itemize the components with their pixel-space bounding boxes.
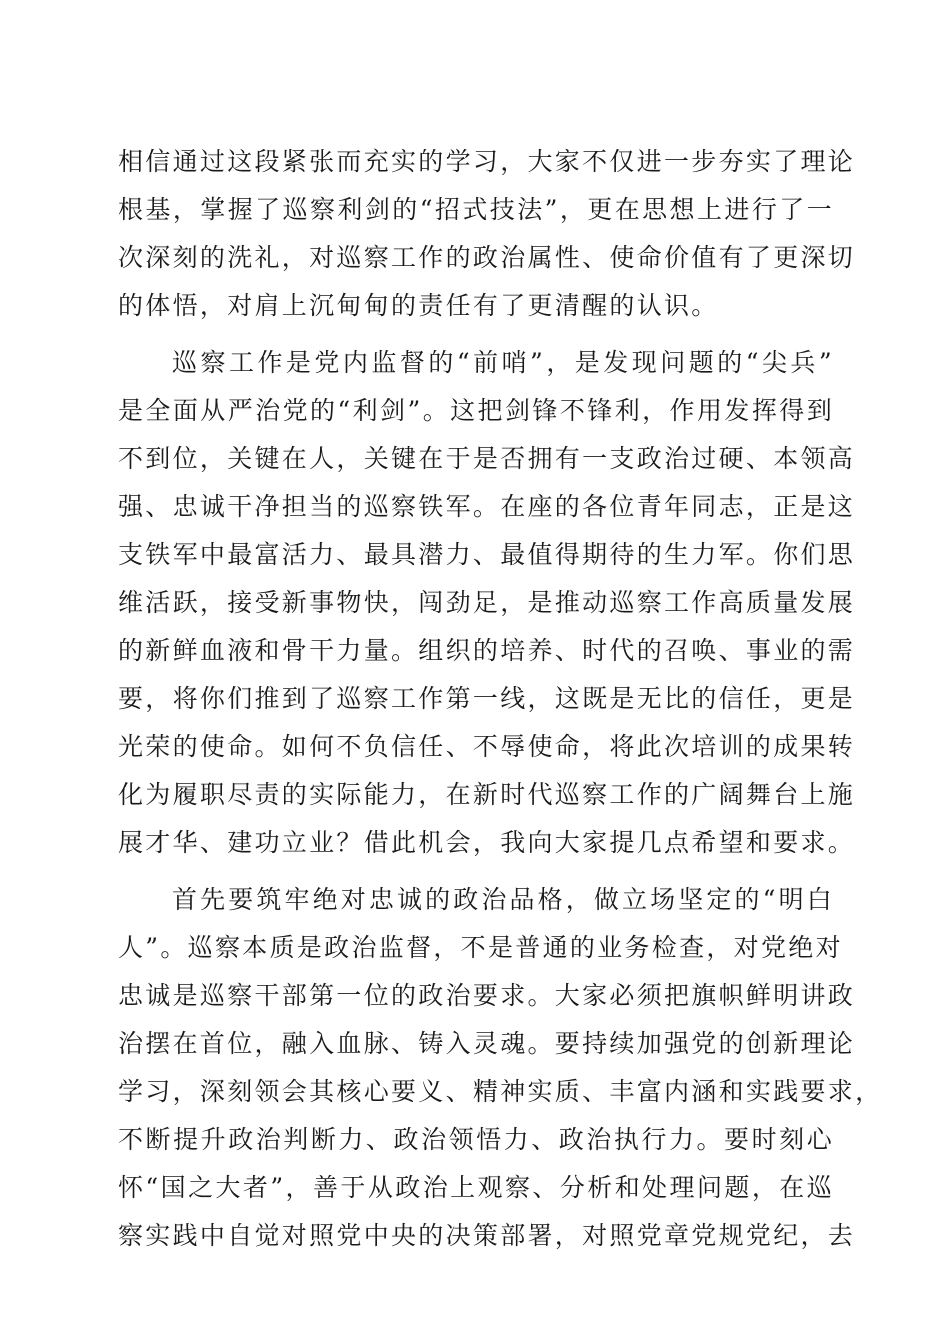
text-line: 是全面从严治党的“利剑”。这把剑锋不锋利，作用发挥得到 [118,396,834,425]
text-line: 怀“国之大者”，善于从政治上观察、分析和处理问题，在巡 [118,1173,834,1202]
paragraph-first-line: 首先要筑牢绝对忠诚的政治品格，做立场坚定的“明白 [172,885,834,914]
text-line: 光荣的使命。如何不负信任、不辱使命，将此次培训的成果转 [118,732,856,761]
text-line: 的新鲜血液和骨干力量。组织的培养、时代的召唤、事业的需 [118,636,856,665]
text-line: 学习，深刻领会其核心要义、精神实质、丰富内涵和实践要求， [118,1077,883,1106]
text-line: 要，将你们推到了巡察工作第一线，这既是无比的信任，更是 [118,684,856,713]
text-line: 展才华、建功立业？借此机会，我向大家提几点希望和要求。 [118,828,856,857]
text-line: 相信通过这段紧张而充实的学习，大家不仅进一步夯实了理论 [118,147,856,176]
text-line: 治摆在首位，融入血脉、铸入灵魂。要持续加强党的创新理论 [118,1029,856,1058]
body-text [118,138,883,1260]
text-line: 察实践中自觉对照党中央的决策部署，对照党章党规党纪，去 [118,1221,856,1250]
text-line: 根基，掌握了巡察利剑的“招式技法”，更在思想上进行了一 [118,195,834,224]
text-line: 支铁军中最富活力、最具潜力、最值得期待的生力军。你们思 [118,540,856,569]
text-line: 的体悟，对肩上沉甸甸的责任有了更清醒的认识。 [118,291,719,320]
text-line: 忠诚是巡察干部第一位的政治要求。大家必须把旗帜鲜明讲政 [118,981,856,1010]
text-line: 次深刻的洗礼，对巡察工作的政治属性、使命价值有了更深切 [118,243,856,272]
text-line: 化为履职尽责的实际能力，在新时代巡察工作的广阔舞台上施 [118,780,856,809]
paragraph-first-line: 巡察工作是党内监督的“前哨”，是发现问题的“尖兵” [172,348,834,377]
text-line: 人”。巡察本质是政治监督，不是普通的业务检查，对党绝对 [118,933,843,962]
text-line: 不到位，关键在人，关键在于是否拥有一支政治过硬、本领高 [118,444,856,473]
text-line: 强、忠诚干净担当的巡察铁军。在座的各位青年同志，正是这 [118,492,856,521]
text-line: 维活跃，接受新事物快，闯劲足，是推动巡察工作高质量发展 [118,588,856,617]
text-line: 不断提升政治判断力、政治领悟力、政治执行力。要时刻心 [118,1125,834,1154]
